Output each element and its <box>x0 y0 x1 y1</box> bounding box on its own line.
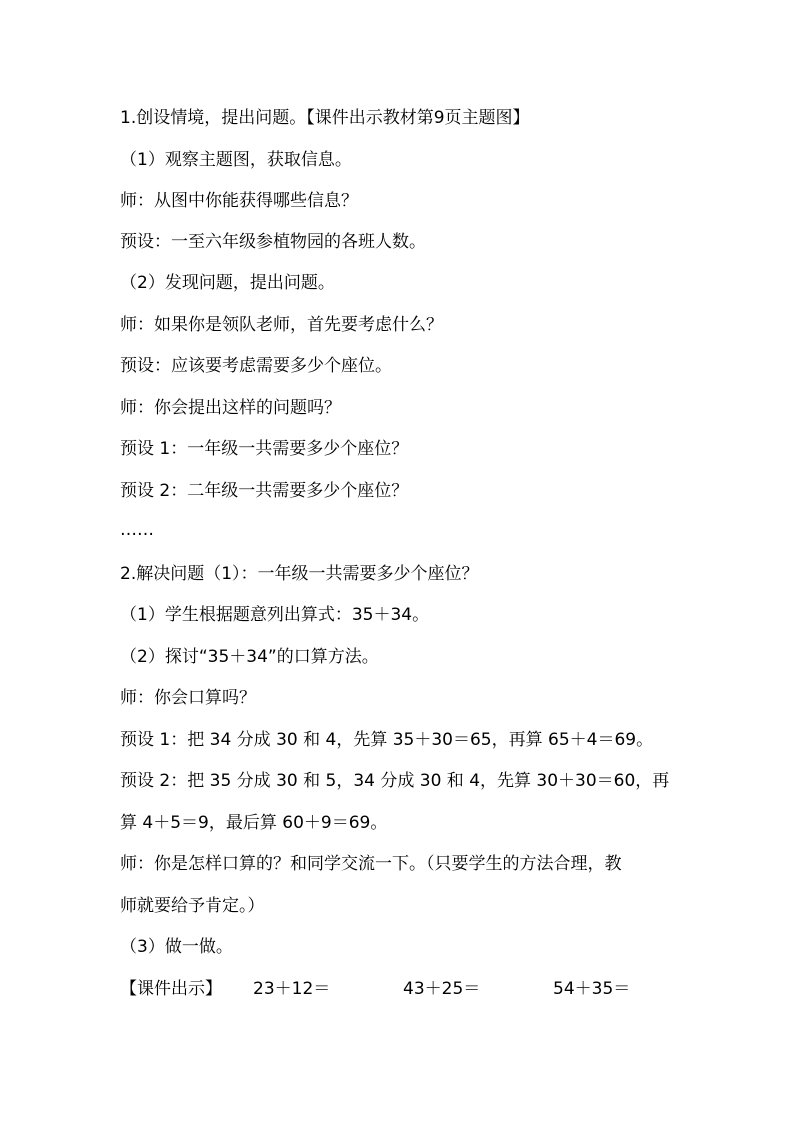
teacher-question-info: 师：从图中你能获得哪些信息？ <box>120 191 358 211</box>
preset-1-method: 预设 1：把 34 分成 30 和 4，先算 35＋30＝65，再算 65＋4＝69。 <box>120 730 654 750</box>
section-1-heading: 1.创设情境，提出问题。【课件出示教材第9页主题图】 <box>120 108 530 128</box>
step-equation: （1）学生根据题意列出算式：35＋34。 <box>120 605 430 625</box>
teacher-question-mental: 师：你会口算吗？ <box>120 688 256 708</box>
preset-2-method-line1: 预设 2：把 35 分成 30 和 5，34 分成 30 和 4，先算 30＋30＝60，再 <box>120 771 670 791</box>
teacher-question-leader: 师：如果你是领队老师，首先要考虑什么？ <box>120 315 443 335</box>
step-practice: （3）做一做。 <box>120 937 233 957</box>
preset-2-method-line2: 算 4＋5＝9，最后算 60＋9＝69。 <box>120 813 388 833</box>
preset-answer-seats: 预设：应该要考虑需要多少个座位。 <box>120 356 392 376</box>
step-observe: （1）观察主题图，获取信息。 <box>120 150 352 170</box>
exercise-row <box>120 978 700 1000</box>
step-find-problem: （2）发现问题，提出问题。 <box>120 273 335 293</box>
step-discuss-method: （2）探讨“35＋34”的口算方法。 <box>120 647 379 667</box>
exercise-item-3: 54＋35＝ <box>553 979 631 999</box>
preset-answer-info: 预设：一至六年级参植物园的各班人数。 <box>120 232 426 252</box>
section-2-heading: 2.解决问题（1）：一年级一共需要多少个座位？ <box>120 564 479 584</box>
teacher-question-ask: 师：你会提出这样的问题吗？ <box>120 398 341 418</box>
exercise-item-2: 43＋25＝ <box>403 979 481 999</box>
ellipsis: …… <box>120 520 154 540</box>
exercise-item-1: 23＋12＝ <box>253 979 331 999</box>
preset-2-grade-two: 预设 2：二年级一共需要多少个座位？ <box>120 481 409 501</box>
exercise-label: 【课件出示】 <box>120 979 222 999</box>
teacher-exchange-line1: 师：你是怎样口算的？和同学交流一下。（只要学生的方法合理，教 <box>120 854 622 874</box>
preset-1-grade-one: 预设 1：一年级一共需要多少个座位？ <box>120 439 409 459</box>
teacher-exchange-line2: 师就要给予肯定。） <box>120 896 265 916</box>
